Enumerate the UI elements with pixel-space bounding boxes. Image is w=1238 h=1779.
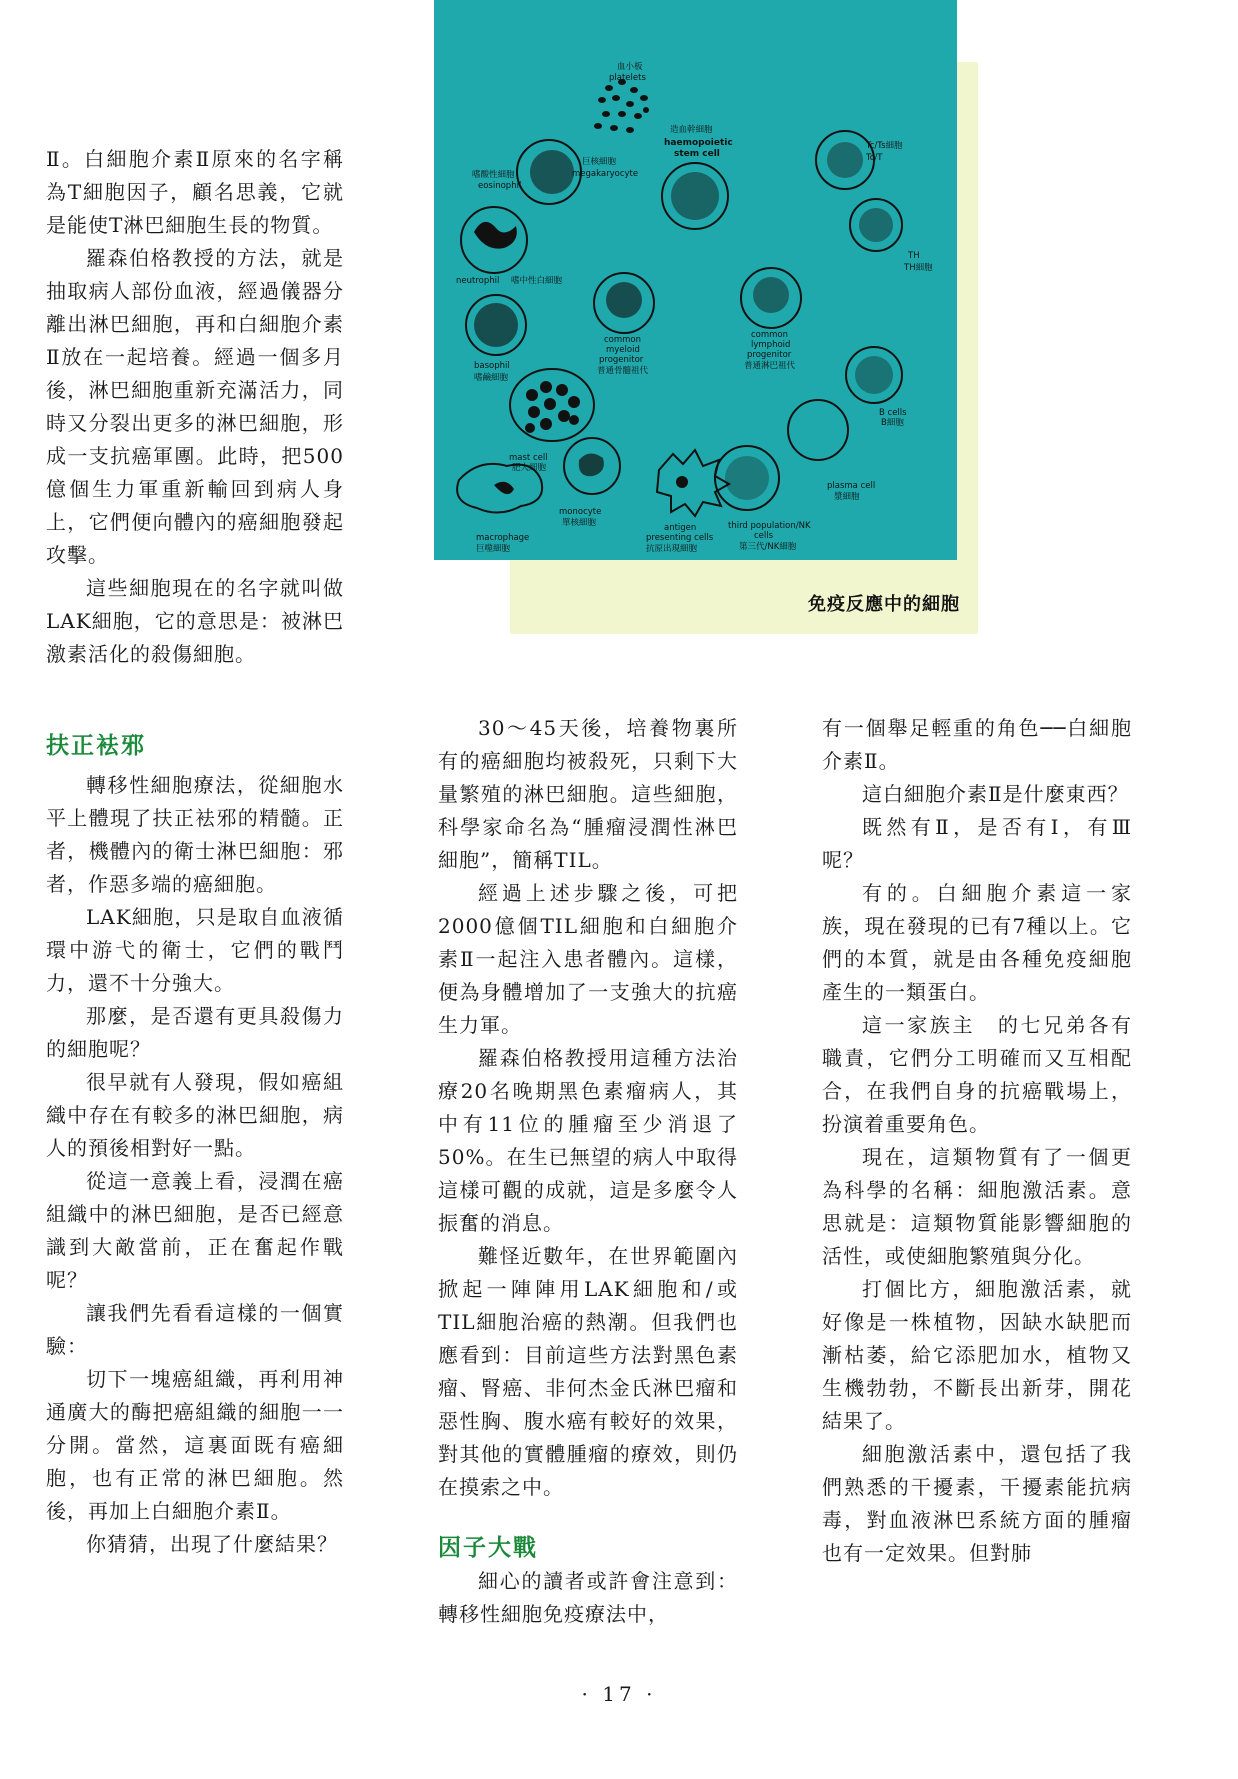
lymphoid-label-1: common	[751, 330, 789, 340]
paragraph: LAK細胞，只是取自血液循環中游弋的衛士，它們的戰鬥力，還不十分強大。	[46, 905, 344, 995]
basophil-label: basophil	[474, 361, 510, 371]
stem-cell-label-2: stem cell	[674, 149, 720, 159]
eosinophil-label-zh: 嗜酸性細胞	[472, 170, 515, 180]
section-heading-factor-war: 因子大戰	[438, 1535, 538, 1561]
paragraph: 這一家族主 的七兄弟各有職責，它們分工明確而又互相配合，在我們自身的抗癌戰場上，扮演着重要角色。	[822, 1013, 1132, 1136]
paragraph: 難怪近數年，在世界範圍內掀起一陣陣用LAK細胞和/或TIL細胞治癌的熱潮。但我們也應看到：目前這些方法對黑色素瘤、腎癌、非何杰金氏淋巴瘤和惡性胸、腹水癌有較好的效果，對其他的實體腫瘤的療效，則仍在摸索之中。	[438, 1244, 738, 1499]
paragraph: Ⅱ。白細胞介素Ⅱ原來的名字稱為T細胞因子，顧名思義，它就是能使T淋巴細胞生長的物質。	[46, 147, 344, 237]
paragraph: 打個比方，細胞激活素，就好像是一株植物，因缺水缺肥而漸枯萎，給它添肥加水，植物又生機勃勃，不斷長出新芽，開花結果了。	[822, 1277, 1132, 1433]
mast-cell-label: mast cell	[509, 453, 548, 463]
tc-ts-sublabel: Tc/T	[866, 153, 883, 163]
lymphoid-label-2: lymphoid	[751, 340, 791, 350]
th-label-zh: TH細胞	[904, 263, 933, 273]
plasma-cell-label: plasma cell	[827, 481, 876, 491]
plasma-cell-label-zh: 漿細胞	[834, 492, 860, 502]
paragraph: 轉移性細胞療法，從細胞水平上體現了扶正袪邪的精髓。正者，機體內的衛士淋巴細胞：邪者，作惡多端的癌細胞。	[46, 773, 344, 896]
column1-top-text	[46, 143, 344, 671]
myeloid-label-1: common	[604, 335, 642, 345]
megakaryocyte-label-zh: 巨核細胞	[582, 157, 617, 167]
paragraph: 讓我們先看看這樣的一個實驗：	[46, 1301, 344, 1358]
paragraph: 你猜猜，出現了什麼結果？	[86, 1532, 338, 1556]
paragraph: 羅森伯格教授用這種方法治療20名晚期黑色素瘤病人，其中有11位的腫瘤至少消退了50%。在生已無望的病人中取得這樣可觀的成就，這是多麼令人振奮的消息。	[438, 1046, 738, 1235]
mast-cell-label-zh: 肥大細胞	[512, 463, 547, 473]
paragraph: 這些細胞現在的名字就叫做LAK細胞，它的意思是：被淋巴激素活化的殺傷細胞。	[46, 576, 344, 666]
tc-ts-label: Tc/Ts細胞	[866, 141, 903, 151]
paragraph: 經過上述步驟之後，可把2000億個TIL細胞和白細胞介素Ⅱ一起注入患者體內。這樣，便為身體增加了一支強大的抗癌生力軍。	[438, 881, 738, 1037]
b-cell-label: B cells	[879, 408, 907, 418]
paragraph: 有一個舉足輕重的角色──白細胞介素Ⅱ。	[822, 716, 1132, 773]
paragraph: 很早就有人發現，假如癌組織中存在有較多的淋巴細胞，病人的預後相對好一點。	[46, 1070, 344, 1160]
antigen-label-1: antigen	[664, 523, 697, 533]
myeloid-label-3: progenitor	[599, 355, 644, 365]
section-heading-fuzheng: 扶正袪邪	[46, 733, 146, 759]
eosinophil-label: eosinophil	[478, 181, 522, 191]
platelets-label-zh: 血小板	[617, 62, 643, 72]
megakaryocyte-label: megakaryocyte	[572, 169, 639, 179]
antigen-cell-drawing	[657, 450, 729, 516]
paragraph: 那麼，是否還有更具殺傷力的細胞呢？	[46, 1004, 344, 1061]
monocyte-label-zh: 單核細胞	[562, 518, 597, 528]
myeloid-label-zh: 普通骨髓祖代	[597, 366, 649, 376]
antigen-label-2: presenting cells	[646, 533, 714, 543]
nk-label-1: third population/NK	[728, 521, 811, 531]
paragraph: 這白細胞介素Ⅱ是什麼東西？	[862, 782, 1129, 806]
paragraph: 羅森伯格教授的方法，就是抽取病人部份血液，經過儀器分離出淋巴細胞，再和白細胞介素Ⅱ放在一起培養。經過一個多月後，淋巴細胞重新充滿活力，同時又分裂出更多的淋巴細胞，形成一支抗癌軍團。此時，把500億個生力軍重新輸回到病人身上，它們便向體內的癌細胞發起攻擊。	[46, 246, 344, 567]
paragraph: 有的。白細胞介素這一家族，現在發現的已有7種以上。它們的本質，就是由各種免疫細胞產生的一類蛋白。	[822, 881, 1132, 1004]
lymphoid-label-3: progenitor	[747, 350, 792, 360]
antigen-label-zh: 抗原出現細胞	[646, 544, 698, 554]
page-number: · 17 ·	[581, 1682, 657, 1706]
plasma-cell-drawing	[788, 400, 848, 460]
stem-cell-label-zh: 造血幹細胞	[670, 125, 713, 135]
paragraph: 切下一塊癌組織，再利用神通廣大的酶把癌組織的細胞一一分開。當然，這裏面既有癌細胞，也有正常的淋巴細胞。然後，再加上白細胞介素Ⅱ。	[46, 1367, 344, 1523]
immune-cells-figure	[434, 0, 957, 560]
neutrophil-label-zh: 嗜中性白細胞	[511, 276, 563, 286]
column3-text	[822, 712, 1132, 1570]
nk-label-zh: 第三代/NK細胞	[739, 542, 797, 552]
macrophage-label: macrophage	[476, 533, 530, 543]
neutrophil-label: neutrophil	[456, 276, 500, 286]
paragraph: 30～45天後，培養物裏所有的癌細胞均被殺死，只剩下大量繁殖的淋巴細胞。這些細胞，科學家命名為“腫瘤浸潤性淋巴細胞”，簡稱TIL。	[438, 716, 738, 872]
platelets-label: platelets	[609, 73, 646, 83]
stem-cell-label-1: haemopoietic	[664, 138, 733, 148]
paragraph: 細胞激活素中，還包括了我們熟悉的干擾素，干擾素能抗病毒，對血液淋巴系統方面的腫瘤也有一定效果。但對肺	[822, 1442, 1132, 1565]
immune-cells-illustration	[434, 0, 957, 560]
basophil-label-zh: 嗜鹼細胞	[474, 373, 509, 383]
platelets-drawing	[594, 79, 649, 133]
b-cell-label-zh: B細胞	[881, 418, 904, 428]
paragraph: 既然有Ⅱ，是否有Ⅰ，有Ⅲ呢？	[822, 815, 1132, 872]
lymphoid-label-zh: 普通淋巴祖代	[744, 361, 796, 371]
figure-caption: 免疫反應中的細胞	[808, 594, 960, 615]
nk-label-2: cells	[754, 531, 774, 541]
monocyte-label: monocyte	[559, 507, 602, 517]
myeloid-label-2: myeloid	[606, 345, 640, 355]
macrophage-label-zh: 巨噬細胞	[476, 544, 511, 554]
th-label: TH	[908, 251, 920, 261]
paragraph: 從這一意義上看，浸潤在癌組織中的淋巴細胞，是否已經意識到大敵當前，正在奮起作戰呢？	[46, 1169, 344, 1292]
column1-bottom-text	[46, 730, 344, 1561]
paragraph: 細心的讀者或許會注意到：轉移性細胞免疫療法中，	[438, 1569, 738, 1626]
column2-text	[438, 712, 738, 1631]
paragraph: 現在，這類物質有了一個更為科學的名稱：細胞激活素。意思就是：這類物質能影響細胞的活性，或使細胞繁殖與分化。	[822, 1145, 1132, 1268]
